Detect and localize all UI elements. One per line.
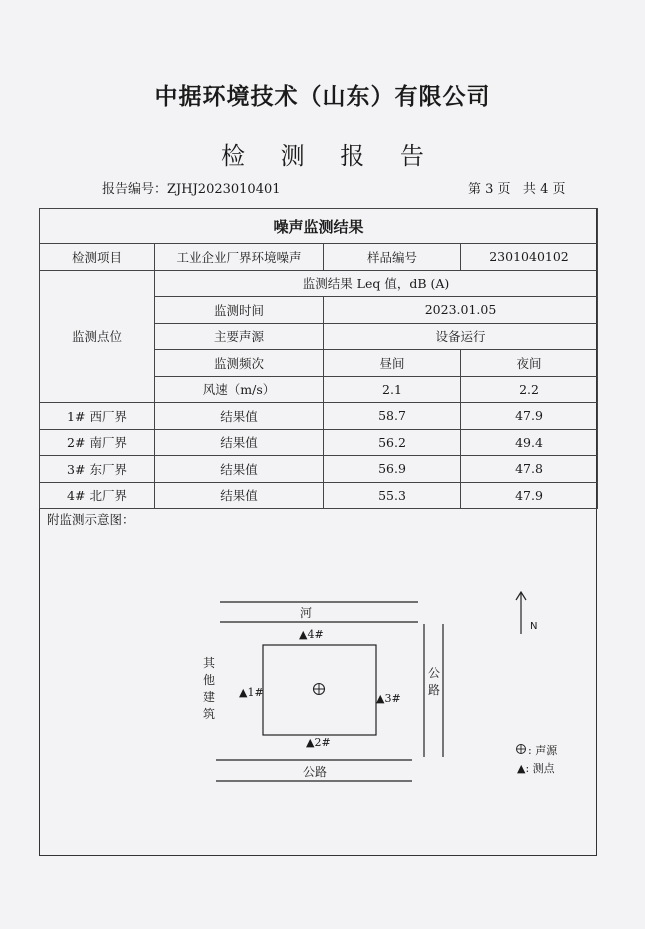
result-type: 结果值 bbox=[155, 429, 324, 456]
table-heading-row bbox=[40, 209, 598, 244]
night-value: 47.9 bbox=[461, 403, 598, 430]
table-row bbox=[40, 482, 598, 509]
time-label: 监测时间 bbox=[155, 297, 324, 324]
point-1-marker: ▲1# bbox=[239, 686, 264, 699]
point-name: 2# 南厂界 bbox=[40, 429, 155, 456]
sample-label: 样品编号 bbox=[324, 244, 461, 271]
point-name: 3# 东厂界 bbox=[40, 456, 155, 483]
table-row bbox=[40, 244, 598, 271]
report-title: 检 测 报 告 bbox=[221, 142, 438, 170]
road-right-char: 路 bbox=[427, 683, 440, 697]
frequency-label: 监测频次 bbox=[155, 350, 324, 377]
result-type: 结果值 bbox=[155, 482, 324, 509]
night-value: 47.9 bbox=[461, 482, 598, 509]
other-building-char: 他 bbox=[202, 673, 215, 687]
page-info: 第 3 页 共 4 页 bbox=[468, 182, 566, 197]
attachment-label: 附监测示意图： bbox=[47, 512, 135, 527]
table-row bbox=[40, 456, 598, 483]
result-type: 结果值 bbox=[155, 403, 324, 430]
table-heading: 噪声监测结果 bbox=[40, 209, 598, 244]
result-type: 结果值 bbox=[155, 456, 324, 483]
night-value: 47.8 bbox=[461, 456, 598, 483]
night-value: 49.4 bbox=[461, 429, 598, 456]
point-2-marker: ▲2# bbox=[306, 736, 331, 749]
table-row bbox=[40, 403, 598, 430]
result-description: 监测结果 Leq 值，dB (A) bbox=[155, 270, 598, 297]
road-right-label bbox=[427, 665, 441, 699]
table-row bbox=[40, 270, 598, 297]
point-4-marker: ▲4# bbox=[299, 628, 324, 641]
legend-point: ▲: 测点 bbox=[517, 762, 555, 775]
report-number: 报告编号：ZJHJ2023010401 bbox=[102, 182, 281, 197]
time-value: 2023.01.05 bbox=[324, 297, 598, 324]
road-bottom-label: 公路 bbox=[303, 765, 328, 779]
wind-label: 风速（m/s） bbox=[155, 376, 324, 403]
north-label: N bbox=[530, 621, 538, 632]
day-value: 55.3 bbox=[324, 482, 461, 509]
point-name: 1# 西厂界 bbox=[40, 403, 155, 430]
item-label: 检测项目 bbox=[40, 244, 155, 271]
source-label: 主要声源 bbox=[155, 323, 324, 350]
river-label: 河 bbox=[300, 606, 313, 620]
wind-night: 2.2 bbox=[461, 376, 598, 403]
road-right-char: 公 bbox=[427, 666, 440, 680]
day-value: 56.2 bbox=[324, 429, 461, 456]
wind-day: 2.1 bbox=[324, 376, 461, 403]
day-value: 56.9 bbox=[324, 456, 461, 483]
other-building-label bbox=[202, 655, 216, 723]
day-label: 昼间 bbox=[324, 350, 461, 377]
company-name: 中据环境技术（山东）有限公司 bbox=[154, 84, 491, 110]
other-building-char: 筑 bbox=[202, 707, 215, 721]
other-building-char: 其 bbox=[202, 656, 215, 670]
legend-source bbox=[528, 742, 557, 758]
legend-source-text: : 声源 bbox=[528, 744, 558, 757]
sample-value: 2301040102 bbox=[461, 244, 598, 271]
point-label: 监测点位 bbox=[40, 270, 155, 403]
source-value: 设备运行 bbox=[324, 323, 598, 350]
night-label: 夜间 bbox=[461, 350, 598, 377]
other-building-char: 建 bbox=[202, 690, 215, 704]
point-3-marker: ▲3# bbox=[376, 692, 401, 705]
item-value: 工业企业厂界环境噪声 bbox=[155, 244, 324, 271]
day-value: 58.7 bbox=[324, 403, 461, 430]
point-name: 4# 北厂界 bbox=[40, 482, 155, 509]
table-row bbox=[40, 429, 598, 456]
noise-results-table bbox=[39, 208, 598, 509]
